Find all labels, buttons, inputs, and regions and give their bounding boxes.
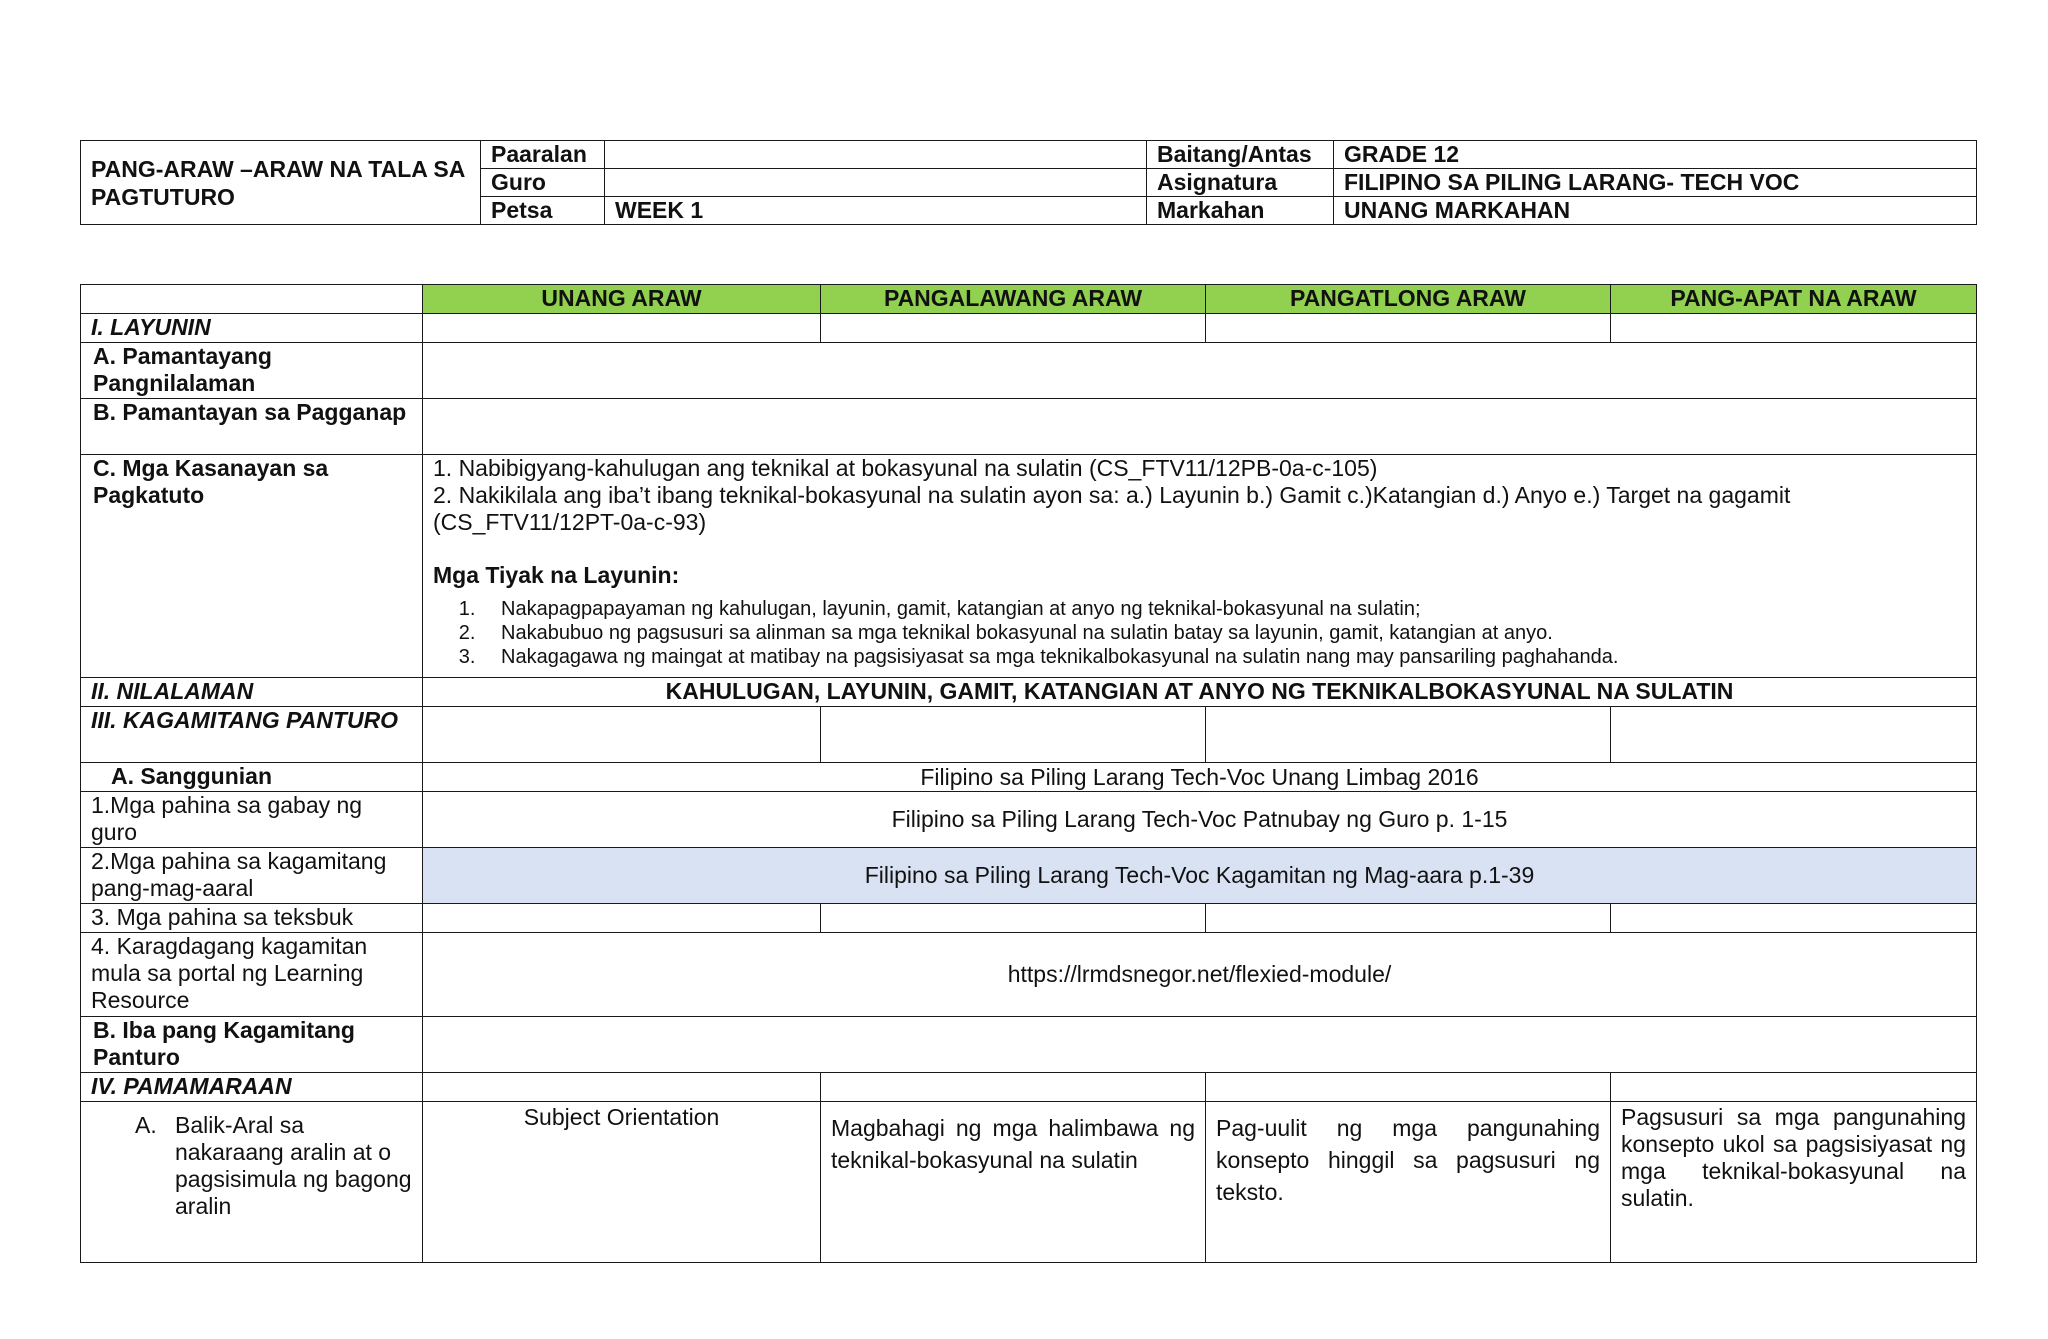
value-kagamitang-mag-aaral: Filipino sa Piling Larang Tech-Voc Kagamitan ng Mag-aara p.1-39 [423, 848, 1977, 904]
tiyak-heading: Mga Tiyak na Layunin: [433, 562, 680, 588]
row-layunin [81, 314, 1977, 343]
value-karagdagang: https://lrmdsnegor.net/flexied-module/ [423, 933, 1977, 1017]
label-markahan: Markahan [1147, 197, 1334, 225]
tiyak-item: 1. Nakapagpapayaman ng kahulugan, layunin, gamit, katangian at anyo ng teknikal-bokasyunal na sulatin; [481, 597, 1966, 621]
section-layunin: I. LAYUNIN [81, 314, 423, 343]
value-iba-pang [423, 1017, 1977, 1073]
row-pamantayang-pangnilalaman [81, 343, 1977, 399]
row-kagamitang-mag-aaral [81, 848, 1977, 904]
row-pamamaraan [81, 1073, 1977, 1102]
kasanayan-1: 1. Nabibigyang-kahulugan ang teknikal at bokasyunal na sulatin (CS_FTV11/12PB-0a-c-105) [433, 455, 1378, 481]
column-header-day2: PANGALAWANG ARAW [821, 285, 1206, 314]
label-pamantayan-sa-pagganap: B. Pamantayan sa Pagganap [81, 399, 423, 455]
row-iba-pang [81, 1017, 1977, 1073]
label-gabay-guro: 1.Mga pahina sa gabay ng guro [81, 792, 423, 848]
label-guro: Guro [481, 169, 605, 197]
cell [821, 314, 1206, 343]
section-kagamitang-panturo: III. KAGAMITANG PANTURO [81, 707, 423, 763]
value-asignatura: FILIPINO SA PILING LARANG- TECH VOC [1334, 169, 1977, 197]
value-baitang: GRADE 12 [1334, 141, 1977, 169]
row-pamantayan-sa-pagganap [81, 399, 1977, 455]
label-kagamitang-mag-aaral: 2.Mga pahina sa kagamitang pang-mag-aaral [81, 848, 423, 904]
balik-aral-day2: Magbahagi ng mga halimbawa ng teknikal-bokasyunal na sulatin [821, 1102, 1206, 1263]
label-mga-kasanayan: C. Mga Kasanayan sa Pagkatuto [81, 455, 423, 678]
label-balik-aral-cell [81, 1102, 423, 1263]
label-teksbuk: 3. Mga pahina sa teksbuk [81, 904, 423, 933]
value-nilalaman: KAHULUGAN, LAYUNIN, GAMIT, KATANGIAN AT ANYO NG TEKNIKALBOKASYUNAL NA SULATIN [423, 678, 1977, 707]
cell [1611, 707, 1977, 763]
label-iba-pang: B. Iba pang Kagamitang Panturo [81, 1017, 423, 1073]
balik-aral-item [91, 1112, 412, 1220]
balik-aral-day1: Subject Orientation [423, 1102, 821, 1263]
cell [1206, 707, 1611, 763]
row-nilalaman [81, 678, 1977, 707]
value-guro [605, 169, 1147, 197]
lesson-plan-table [80, 284, 1977, 1263]
value-pamantayan-sa-pagganap [423, 399, 1977, 455]
column-header-day3: PANGATLONG ARAW [1206, 285, 1611, 314]
cell [1611, 314, 1977, 343]
row-gabay-guro [81, 792, 1977, 848]
label-petsa: Petsa [481, 197, 605, 225]
tiyak-item: 3. Nakagagawa ng maingat at matibay na pagsisiyasat sa mga teknikalbokasyunal na sulatin nang may pansariling paghahanda. [481, 645, 1966, 669]
kasanayan-2: 2. Nakikilala ang iba’t ibang teknikal-bokasyunal na sulatin ayon sa: a.) Layunin b.) Gamit c.)Katangian d.) Anyo e.) Target na gagamit (CS_FTV11/12PT-0a-c-93) [433, 482, 1791, 535]
cell [821, 1073, 1206, 1102]
label-asignatura: Asignatura [1147, 169, 1334, 197]
value-sanggunian: Filipino sa Piling Larang Tech-Voc Unang Limbag 2016 [423, 763, 1977, 792]
cell [1206, 314, 1611, 343]
column-header-blank [81, 285, 423, 314]
value-paaralan [605, 141, 1147, 169]
section-pamamaraan: IV. PAMAMARAAN [81, 1073, 423, 1102]
document-title: PANG-ARAW –ARAW NA TALA SA PAGTUTURO [81, 141, 481, 225]
balik-aral-day4: Pagsusuri sa mga pangunahing konsepto ukol sa pagsisiyasat ng mga teknikal-bokasyunal na sulatin. [1611, 1102, 1977, 1263]
cell [821, 707, 1206, 763]
tiyak-list [433, 597, 1966, 669]
cell [1206, 1073, 1611, 1102]
value-pamantayang-pangnilalaman [423, 343, 1977, 399]
cell [821, 904, 1206, 933]
row-kagamitang-panturo [81, 707, 1977, 763]
row-teksbuk [81, 904, 1977, 933]
label-karagdagang: 4. Karagdagang kagamitan mula sa portal ng Learning Resource [81, 933, 423, 1017]
value-markahan: UNANG MARKAHAN [1334, 197, 1977, 225]
label-paaralan: Paaralan [481, 141, 605, 169]
label-pamantayang-pangnilalaman: A. Pamantayang Pangnilalaman [81, 343, 423, 399]
row-sanggunian [81, 763, 1977, 792]
column-header-day1: UNANG ARAW [423, 285, 821, 314]
header-row-1 [81, 141, 1977, 169]
cell [423, 314, 821, 343]
cell [1206, 904, 1611, 933]
section-nilalaman: II. NILALAMAN [81, 678, 423, 707]
cell [1611, 904, 1977, 933]
value-petsa: WEEK 1 [605, 197, 1147, 225]
row-karagdagang [81, 933, 1977, 1017]
tiyak-item: 2. Nakabubuo ng pagsusuri sa alinman sa mga teknikal bokasyunal na sulatin batay sa layunin, gamit, katangian at anyo. [481, 621, 1966, 645]
value-gabay-guro: Filipino sa Piling Larang Tech-Voc Patnubay ng Guro p. 1-15 [423, 792, 1977, 848]
header-table [80, 140, 1977, 225]
balik-aral-day3: Pag-uulit ng mga pangunahing konsepto hinggil sa pagsusuri ng teksto. [1206, 1102, 1611, 1263]
balik-aral-letter: A. [135, 1112, 157, 1138]
cell [423, 904, 821, 933]
label-sanggunian: A. Sanggunian [81, 763, 423, 792]
column-header-day4: PANG-APAT NA ARAW [1611, 285, 1977, 314]
value-mga-kasanayan [423, 455, 1977, 678]
column-header-row [81, 285, 1977, 314]
cell [1611, 1073, 1977, 1102]
label-baitang: Baitang/Antas [1147, 141, 1334, 169]
row-mga-kasanayan [81, 455, 1977, 678]
cell [423, 707, 821, 763]
cell [423, 1073, 821, 1102]
balik-aral-label: Balik-Aral sa nakaraang aralin at o pagsisimula ng bagong aralin [175, 1112, 412, 1219]
row-balik-aral [81, 1102, 1977, 1263]
